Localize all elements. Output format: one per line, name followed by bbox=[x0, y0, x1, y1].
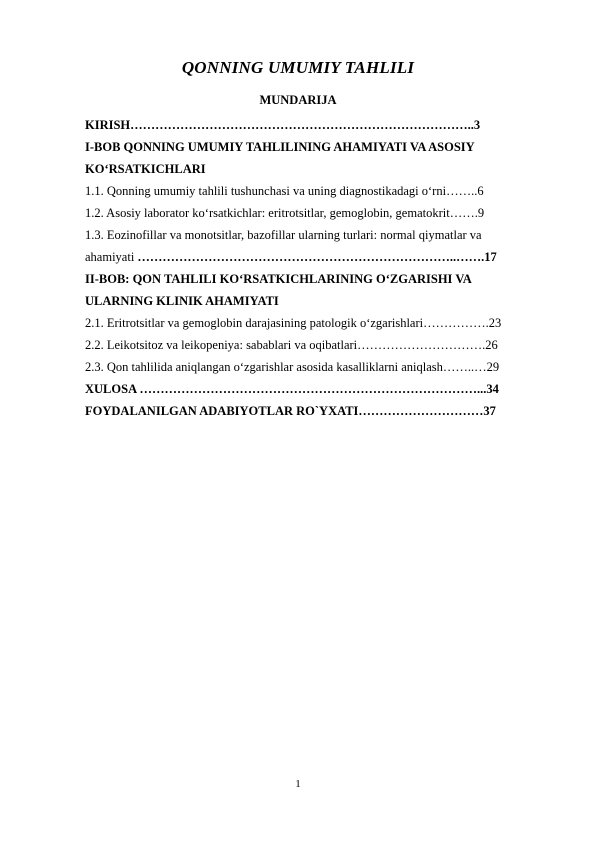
document-title: QONNING UMUMIY TAHLILI bbox=[181, 58, 415, 77]
toc-entry-section-1-3-line1: 1.3. Eozinofillar va monotsitlar, bazofillar ularning turlari: normal qiymatlar va bbox=[85, 228, 482, 242]
toc-entry-section-1-3-leader: …………………………………………………………………..…….17 bbox=[137, 250, 497, 264]
toc-entry-chapter2-line2: ULARNING KLINIK AHAMIYATI bbox=[85, 294, 279, 308]
toc-entry-references: FOYDALANILGAN ADABIYOTLAR RO`YXATI…………………………37 bbox=[85, 404, 496, 418]
page-number: 1 bbox=[295, 778, 301, 790]
toc-entry-section-1-1: 1.1. Qonning umumiy tahlili tushunchasi va uning diagnostikadagi o‘rni……..6 bbox=[85, 184, 484, 198]
toc-entry-section-1-3-line2 bbox=[85, 246, 555, 268]
toc-entry-chapter2-line1: II-BOB: QON TAHLILI KO‘RSATKICHLARINING O‘ZGARISHI VA bbox=[85, 272, 472, 286]
toc-entry-chapter1-line2: KO‘RSATKICHLARI bbox=[85, 162, 206, 176]
toc-entry-section-1-2: 1.2. Asosiy laborator ko‘rsatkichlar: eritrotsitlar, gemoglobin, gematokrit…….9 bbox=[85, 206, 485, 220]
toc-entry-section-2-3: 2.3. Qon tahlilida aniqlangan o‘zgarishlar asosida kasalliklarni aniqlash……..…29 bbox=[85, 360, 500, 374]
toc-entry-kirish: KIRISH………………………………………………………………………..3 bbox=[85, 118, 481, 132]
toc-entry-section-2-1: 2.1. Eritrotsitlar va gemoglobin darajasining patologik o‘zgarishlari…………….23 bbox=[85, 316, 502, 330]
toc-entry-section-2-2: 2.2. Leikotsitoz va leikopeniya: sabablari va oqibatlari………………………….26 bbox=[85, 338, 498, 352]
toc-heading: MUNDARIJA bbox=[259, 93, 337, 107]
toc-entry-chapter1-line1: I-BOB QONNING UMUMIY TAHLILINING AHAMIYATI VA ASOSIY bbox=[85, 140, 475, 154]
toc-entry-xulosa: XULOSA ………………………………………………………………………...34 bbox=[85, 382, 499, 396]
table-of-contents bbox=[85, 114, 555, 422]
toc-entry-section-1-3-text: ahamiyati bbox=[85, 250, 138, 264]
